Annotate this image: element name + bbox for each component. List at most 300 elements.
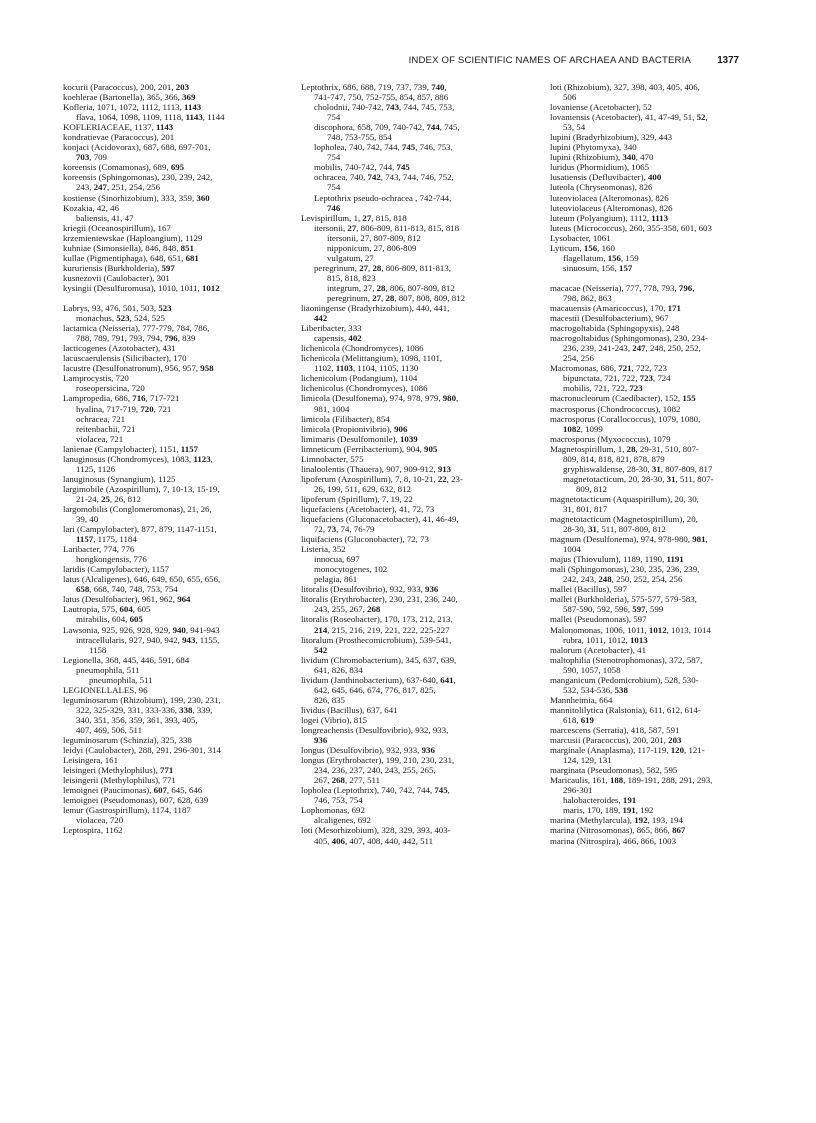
principal-page-ref: 597: [632, 604, 646, 615]
index-entry: [301, 504, 529, 514]
entry-text: Kozakia, 42, 46: [63, 202, 119, 213]
entry-line: [314, 193, 529, 203]
entry-line: [301, 705, 529, 715]
entry-line: [63, 785, 291, 795]
index-entry: [550, 514, 778, 534]
principal-page-ref: 28: [385, 292, 395, 303]
entry-continuation: [301, 775, 529, 785]
index-entry: [63, 594, 291, 604]
index-entry: [63, 524, 291, 544]
principal-page-ref: 28: [376, 282, 386, 293]
entry-text: maltophilia (Stenotrophomonas), 372, 587,: [550, 654, 703, 665]
entry-text: peregrinum,: [314, 262, 360, 273]
entry-text: , 744, 745, 753,: [399, 102, 455, 113]
index-entry: [301, 353, 529, 373]
entry-continuation: [63, 705, 291, 715]
entry-text: 506: [563, 92, 577, 103]
entry-line: [301, 504, 529, 514]
index-entry: [550, 313, 778, 323]
entry-text: 590, 1057, 1058: [563, 664, 621, 675]
index-entry: [301, 534, 529, 544]
entry-line: [301, 614, 529, 624]
index-entry: [550, 675, 778, 695]
entry-text: , 815, 818: [371, 212, 407, 223]
entry-line: [314, 142, 529, 152]
principal-page-ref: 171: [667, 303, 681, 314]
index-entry: [63, 474, 291, 484]
entry-line: [550, 836, 778, 846]
entry-text: leidyi (Caulobacter), 288, 291, 296-301, 314: [63, 745, 221, 756]
entry-text: 1004: [563, 544, 581, 555]
entry-line: [301, 755, 529, 765]
index-entry: [301, 745, 529, 755]
index-entry: [63, 243, 291, 253]
entry-text: linaloolentis (Thauera), 907, 909-912,: [301, 463, 438, 474]
entry-continuation: [301, 484, 529, 494]
entry-text: marginale (Anaplasma), 117-119,: [550, 745, 671, 756]
entry-text: mannitolilytica (Ralstonia), 611, 612, 614-: [550, 704, 701, 715]
entry-text: loti (Mesorhizobium), 328, 329, 393, 403-: [301, 825, 451, 836]
entry-text: malorum (Acetobacter), 41: [550, 644, 647, 655]
entry-text: innocua, 697: [314, 554, 360, 565]
entry-text: , 806, 807-809, 812: [385, 282, 455, 293]
index-entry: [63, 604, 291, 614]
entry-text: , 709: [89, 152, 107, 163]
index-subentry: [63, 112, 291, 122]
index-subentry: [63, 414, 291, 424]
entry-line: [563, 464, 778, 474]
entry-text: maris, 170, 189,: [563, 805, 623, 816]
entry-text: 31, 801, 817: [563, 503, 608, 514]
entry-line: [63, 755, 291, 765]
index-entry: [301, 464, 529, 474]
entry-text: , 189-191, 288, 291, 293,: [623, 775, 713, 786]
principal-page-ref: 744: [426, 122, 440, 133]
principal-page-ref: 720: [140, 403, 154, 414]
entry-line: [63, 172, 291, 182]
entry-line: [550, 82, 778, 92]
index-entry: [63, 273, 291, 283]
entry-text: litoralum (Prosthecomicrobium), 539-541,: [301, 634, 452, 645]
entry-text: 124, 129, 131: [563, 755, 612, 766]
entry-text: , 806-809, 811-813,: [381, 262, 451, 273]
principal-page-ref: 742: [367, 172, 381, 183]
index-subentry: [301, 162, 529, 172]
entry-text: ,: [455, 393, 459, 404]
entry-line: [550, 233, 778, 243]
entry-line: [63, 745, 291, 755]
entry-line: [63, 263, 291, 273]
principal-page-ref: 523: [158, 303, 172, 314]
entry-text: integrum, 27,: [327, 282, 377, 293]
index-subentry: [301, 243, 529, 253]
principal-page-ref: 981: [692, 534, 706, 545]
index-subentry: [63, 213, 291, 223]
entry-line: [63, 393, 291, 403]
entry-continuation: [76, 645, 291, 655]
entry-continuation: [63, 715, 291, 725]
entry-line: [314, 122, 529, 132]
principal-page-ref: 31: [666, 473, 676, 484]
index-entry: [550, 584, 778, 594]
index-entry: [550, 655, 778, 675]
index-subentry: [301, 263, 529, 283]
index-entry: [550, 363, 778, 373]
entry-line: [550, 152, 778, 162]
entry-text: 243, 255, 267,: [314, 604, 368, 615]
entry-text: latus (Desulfobacter), 961, 962,: [63, 594, 178, 605]
entry-text: marcusii (Paracoccus), 200, 201,: [550, 735, 669, 746]
index-entry: [301, 303, 529, 323]
entry-text: Lautropia, 575,: [63, 604, 120, 615]
entry-line: [550, 675, 778, 685]
entry-text: Leisingera, 161: [63, 755, 119, 766]
index-entry: [550, 534, 778, 554]
entry-continuation: [301, 695, 529, 705]
entry-text: 741-747, 750, 752-755, 854, 857, 886: [314, 92, 449, 103]
entry-continuation: [301, 735, 529, 745]
principal-page-ref: 31: [588, 524, 597, 535]
entry-continuation: [63, 182, 291, 192]
entry-line: [550, 203, 778, 213]
entry-text: Lyticum,: [550, 242, 584, 253]
entry-text: Laribacter, 774, 776: [63, 544, 135, 555]
index-entry: [301, 383, 529, 393]
entry-text: lividum (Janthinobacterium), 637-640,: [301, 674, 441, 685]
entry-text: Mannheimia, 664: [550, 694, 613, 705]
entry-text: koehlerae (Bartonella), 365, 366,: [63, 92, 183, 103]
principal-page-ref: 723: [629, 383, 643, 394]
entry-text: , 941-943: [185, 624, 220, 635]
entry-text: mobilis, 721, 722,: [563, 383, 630, 394]
index-entry: [550, 705, 778, 725]
index-entry: [301, 805, 529, 815]
index-subentry: [550, 253, 778, 263]
entry-text: , 745,: [439, 122, 460, 133]
principal-page-ref: 1113: [651, 212, 669, 223]
entry-line: [550, 102, 778, 112]
index-entry: [550, 233, 778, 243]
entry-continuation: [550, 544, 778, 554]
index-entry: [301, 655, 529, 675]
entry-line: [63, 132, 291, 142]
entry-text: liquefaciens (Acetobacter), 41, 72, 73: [301, 503, 435, 514]
principal-page-ref: 796: [678, 282, 693, 293]
entry-text: pneumophila, 511: [76, 664, 140, 675]
index-subentry: [301, 554, 529, 564]
index-entry: [301, 494, 529, 504]
entry-text: 754: [327, 112, 341, 123]
entry-text: limicola (Propionivibrio),: [301, 423, 395, 434]
index-subentry: [63, 614, 291, 624]
entry-continuation: [550, 293, 778, 303]
index-entry: [63, 122, 291, 132]
principal-page-ref: 905: [424, 443, 438, 454]
principal-page-ref: 913: [437, 463, 452, 474]
entry-text: mali (Sphingomonas), 230, 235, 236, 239,: [550, 564, 700, 575]
entry-line: [314, 574, 529, 584]
principal-page-ref: 400: [648, 172, 662, 183]
entry-text: marginata (Pseudomonas), 582, 595: [550, 765, 678, 776]
entry-text: , 599: [645, 604, 664, 615]
index-entry: [63, 574, 291, 594]
index-entry: [550, 815, 778, 825]
entry-text: lovaniense (Acetobacter), 52: [550, 102, 652, 113]
entry-text: Lampropedia, 686,: [63, 393, 133, 404]
entry-text: lactamica (Neisseria), 777-779, 784, 786,: [63, 323, 210, 334]
entry-text: capensis,: [314, 333, 349, 344]
entry-line: [327, 293, 529, 303]
principal-page-ref: 27: [372, 292, 382, 303]
entry-text: lichenicola (Melittangium), 1098, 1101,: [301, 353, 443, 364]
principal-page-ref: 120: [670, 745, 685, 756]
principal-page-ref: 31: [651, 463, 661, 474]
entry-text: leguminosarum (Rhizobium), 199, 230, 231,: [63, 694, 221, 705]
entry-line: [76, 614, 291, 624]
entry-line: [63, 243, 291, 253]
index-subentry: [550, 464, 778, 474]
index-entry: [63, 162, 291, 172]
entry-text: majus (Thiovulum), 1189, 1190,: [550, 554, 667, 565]
entry-text: marina (Nitrospira), 466, 866, 1003: [550, 835, 676, 846]
entry-text: lacticogenes (Azotobacter), 431: [63, 343, 176, 354]
entry-line: [314, 333, 529, 343]
entry-text: 267,: [314, 775, 332, 786]
entry-text: marina (Nitrosomonas), 865, 866,: [550, 825, 673, 836]
index-entry: [63, 303, 291, 313]
entry-text: luridus (Phormidium), 1065: [550, 162, 649, 173]
principal-page-ref: 1143: [185, 112, 203, 123]
entry-text: luteola (Chryseomonas), 826: [550, 182, 653, 193]
entry-text: , 807-809, 817: [660, 463, 713, 474]
entry-text: lopholea, 740, 742, 744,: [314, 142, 402, 153]
entry-text: sinuosum, 156,: [563, 262, 620, 273]
principal-page-ref: 906: [394, 423, 408, 434]
entry-continuation: [301, 795, 529, 805]
entry-line: [314, 815, 529, 825]
entry-text: koreensis (Comamonas), 689,: [63, 162, 171, 173]
index-entry: [550, 564, 778, 584]
entry-text: lemoignei (Pseudomonas), 607, 628, 639: [63, 795, 209, 806]
index-entry: [550, 554, 778, 564]
entry-line: [63, 444, 291, 454]
entry-text: 21-24,: [76, 493, 102, 504]
entry-line: [63, 373, 291, 383]
entry-text: ,: [692, 282, 695, 293]
principal-page-ref: 28: [626, 443, 636, 454]
entry-text: , 23-: [446, 473, 463, 484]
principal-page-ref: 745: [434, 785, 448, 796]
entry-text: mallei (Bacillus), 597: [550, 584, 627, 595]
entry-continuation: [314, 152, 529, 162]
principal-page-ref: 27: [359, 262, 369, 273]
entry-line: [63, 233, 291, 243]
entry-line: [63, 504, 291, 514]
principal-page-ref: 1143: [156, 122, 174, 133]
entry-text: ochracea, 740,: [314, 172, 368, 183]
index-subentry: [550, 795, 778, 805]
entry-line: [301, 353, 529, 363]
entry-continuation: [301, 524, 529, 534]
index-entry: [63, 343, 291, 353]
principal-page-ref: 940: [172, 624, 186, 635]
entry-text: , 339,: [192, 704, 213, 715]
entry-text: longus (Erythrobacter), 199, 210, 230, 231,: [301, 755, 455, 766]
entry-line: [550, 162, 778, 172]
entry-line: [301, 805, 529, 815]
principal-page-ref: 1143: [184, 102, 202, 113]
entry-line: [63, 303, 291, 313]
entry-continuation: [550, 685, 778, 695]
principal-page-ref: 1039: [399, 433, 418, 444]
entry-line: [89, 675, 291, 685]
entry-line: [301, 343, 529, 353]
entry-line: [63, 203, 291, 213]
entry-continuation: [550, 343, 778, 353]
index-entry: [301, 675, 529, 705]
entry-line: [76, 424, 291, 434]
entry-text: , 250, 252, 254, 256: [611, 574, 683, 585]
principal-page-ref: 156: [583, 242, 598, 253]
entry-text: violacea, 721: [76, 433, 124, 444]
entry-line: [550, 815, 778, 825]
entry-text: discophora, 658, 709, 740-742,: [314, 122, 427, 133]
principal-page-ref: 156: [607, 252, 621, 263]
entry-line: [550, 614, 778, 624]
entry-text: luteoviolaceus (Alteromonas), 826: [550, 202, 673, 213]
entry-text: ,: [447, 785, 450, 796]
index-entry: [301, 323, 529, 333]
entry-line: [63, 524, 291, 534]
principal-page-ref: 980: [442, 393, 456, 404]
entry-text: macauensis (Amaricoccus), 170,: [550, 303, 668, 314]
principal-page-ref: 619: [580, 714, 594, 725]
index-entry: [550, 434, 778, 444]
entry-text: , 215, 216, 219, 221, 222, 225-227: [327, 624, 450, 635]
principal-page-ref: 340: [622, 152, 636, 163]
entry-text: 243,: [76, 182, 94, 193]
index-subentry: [550, 805, 778, 815]
entry-line: [301, 474, 529, 484]
entry-text: latus (Alcaligenes), 646, 649, 650, 655, 656,: [63, 574, 221, 585]
index-entry: [550, 393, 778, 403]
entry-text: Lamprocystis, 720: [63, 373, 129, 384]
index-entry: [63, 172, 291, 192]
index-subentry: [301, 233, 529, 243]
entry-text: , 74, 76-79: [336, 524, 375, 535]
entry-line: [550, 283, 778, 293]
entry-text: longus (Desulfovibrio), 932, 933,: [301, 745, 422, 756]
principal-page-ref: 943: [182, 634, 196, 645]
index-subentry: [550, 373, 778, 383]
index-subentry: [301, 142, 529, 162]
entry-line: [63, 564, 291, 574]
entry-line: [63, 544, 291, 554]
index-entry: [63, 765, 291, 775]
entry-line: [76, 313, 291, 323]
principal-page-ref: 25: [101, 493, 110, 504]
entry-text: magnetotacticum (Aquaspirillum), 20, 30,: [550, 493, 699, 504]
index-entry: [63, 323, 291, 343]
index-entry: [550, 323, 778, 333]
entry-text: , 277, 511: [344, 775, 380, 786]
index-subentry: [301, 574, 529, 584]
entry-line: [550, 655, 778, 665]
entry-text: 809, 814, 818, 821, 878, 879: [563, 453, 665, 464]
entry-text: , 407, 408, 440, 442, 511: [344, 835, 434, 846]
entry-line: [76, 434, 291, 444]
principal-page-ref: 406: [331, 835, 345, 846]
entry-text: 618,: [563, 714, 581, 725]
principal-page-ref: 191: [622, 805, 636, 816]
entry-text: , 1013, 1014: [666, 624, 711, 635]
entry-text: 788, 789, 791, 793, 794,: [76, 333, 165, 344]
entry-line: [563, 373, 778, 383]
index-entry: [301, 785, 529, 805]
entry-text: Listeria, 352: [301, 544, 346, 555]
entry-text: luteus (Micrococcus), 260, 355-358, 601, 603: [550, 222, 712, 233]
entry-text: mirabilis, 604,: [76, 614, 130, 625]
entry-continuation: [63, 464, 291, 474]
entry-line: [76, 383, 291, 393]
entry-text: , 511, 807-809, 812: [596, 524, 666, 535]
index-entry: [63, 685, 291, 695]
entry-line: [301, 745, 529, 755]
entry-line: [63, 765, 291, 775]
entry-line: [550, 594, 778, 604]
index-subentry: [550, 635, 778, 645]
index-entry: [63, 223, 291, 233]
principal-page-ref: 641: [440, 674, 454, 685]
entry-line: [550, 444, 778, 454]
entry-line: [550, 313, 778, 323]
entry-line: [327, 253, 529, 263]
index-entry: [301, 444, 529, 454]
entry-line: [563, 795, 778, 805]
entry-line: [301, 494, 529, 504]
entry-text: hongkongensis, 776: [76, 554, 147, 565]
entry-text: 1125, 1126: [76, 463, 116, 474]
entry-text: limicola (Filibacter), 854: [301, 413, 390, 424]
entry-line: [563, 253, 778, 263]
principal-page-ref: 958: [200, 363, 214, 374]
entry-text: macronucleorum (Caedibacter), 152,: [550, 393, 683, 404]
entry-text: Lysobacter, 1061: [550, 232, 611, 243]
entry-line: [301, 584, 529, 594]
entry-text: LEGIONELLALES, 96: [63, 684, 148, 695]
entry-line: [301, 825, 529, 835]
entry-text: , 1155,: [195, 634, 220, 645]
index-entry: [63, 454, 291, 474]
entry-text: peregrinum,: [327, 292, 373, 303]
entry-text: 746, 753, 754: [314, 795, 363, 806]
entry-line: [550, 745, 778, 755]
entry-text: , 29-31, 510, 807-: [635, 443, 699, 454]
entry-line: [314, 554, 529, 564]
entry-continuation: [63, 152, 291, 162]
entry-text: 587-590, 592, 596,: [563, 604, 633, 615]
principal-page-ref: 1123: [193, 453, 211, 464]
entry-text: magnetotacticum (Magnetospirillum), 20,: [550, 514, 698, 525]
index-subentry: [301, 293, 529, 303]
entry-text: lipoferum (Azospirillum), 7, 8, 10-21,: [301, 473, 438, 484]
index-entry: [63, 795, 291, 805]
entry-text: mallei (Pseudomonas), 597: [550, 614, 647, 625]
principal-page-ref: 248: [598, 574, 612, 585]
entry-text: , 668, 740, 748, 753, 754: [89, 584, 178, 595]
index-entry: [550, 243, 778, 253]
entry-line: [63, 775, 291, 785]
